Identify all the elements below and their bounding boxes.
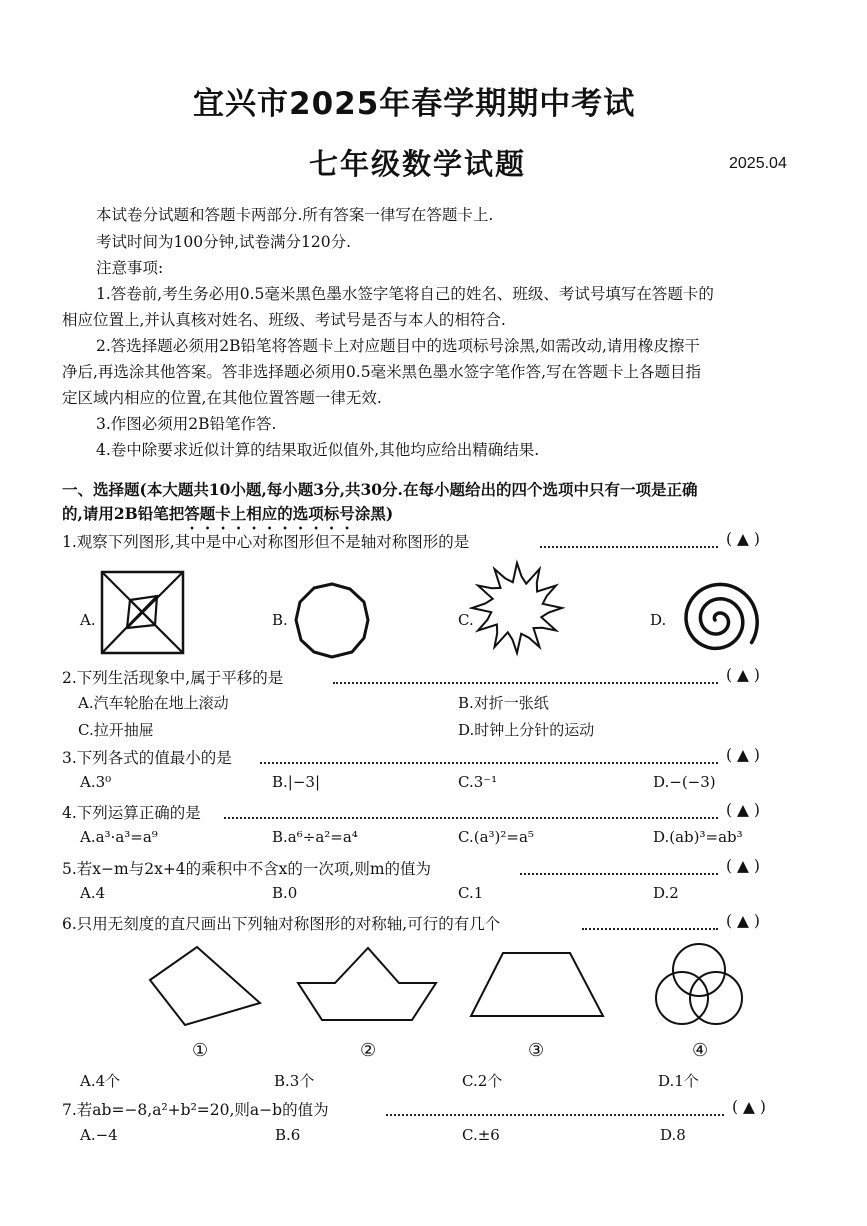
q6-option-a[interactable]: A.4个 [80, 1072, 121, 1090]
q2-option-a[interactable]: A.汽车轮胎在地上滚动 [78, 694, 229, 712]
q6-figure-label-3: ③ [528, 1040, 545, 1061]
triquetra-figure [652, 940, 747, 1030]
q5-option-c[interactable]: C.1 [458, 884, 484, 902]
q4-option-b[interactable]: B.a⁶÷a²=a⁴ [272, 828, 358, 846]
q5-option-a[interactable]: A.4 [80, 884, 106, 902]
q3-option-d[interactable]: D.−(−3) [653, 773, 716, 791]
q6-stem: 6.只用无刻度的直尺画出下列轴对称图形的对称轴,可行的有几个 [62, 915, 501, 933]
intro-line-2: 考试时间为100分钟,试卷满分120分. [96, 233, 352, 251]
q3-stem: 3.下列各式的值最小的是 [62, 749, 232, 767]
q1-leader [540, 546, 718, 548]
spiral-figure [672, 580, 757, 660]
q5-option-b[interactable]: B.0 [272, 884, 298, 902]
exam-subtitle: 七年级数学试题 [309, 147, 527, 181]
q2-stem: 2.下列生活现象中,属于平移的是 [62, 669, 284, 687]
q6-option-d[interactable]: D.1个 [658, 1072, 699, 1090]
q1-option-c[interactable]: C. [458, 611, 474, 629]
exam-title: 宜兴市2025年春学期期中考试 [193, 86, 636, 122]
q7-stem: 7.若ab=−8,a²+b²=20,则a−b的值为 [62, 1101, 329, 1119]
q7-option-d[interactable]: D.8 [660, 1126, 686, 1144]
q7-option-c[interactable]: C.±6 [462, 1126, 500, 1144]
q1-option-a[interactable]: A. [80, 611, 96, 629]
q4-answer-slot[interactable]: ( ▲ ) [726, 801, 760, 819]
q4-option-d[interactable]: D.(ab)³=ab³ [653, 828, 743, 846]
q6-leader [582, 928, 718, 930]
q3-option-c[interactable]: C.3⁻¹ [458, 773, 498, 791]
notice-2b: 净后,再选涂其他答案。答非选择题必须用0.5毫米黑色墨水签字笔作答,写在答题卡上各题目指 [62, 363, 702, 381]
q7-option-a[interactable]: A.−4 [80, 1126, 118, 1144]
q4-stem: 4.下列运算正确的是 [62, 804, 201, 822]
pinwheel-square-figure [100, 570, 185, 655]
q4-leader [224, 817, 718, 819]
q3-option-b[interactable]: B.|−3| [272, 773, 321, 791]
q1-option-b[interactable]: B. [272, 611, 288, 629]
q5-stem: 5.若x−m与2x+4的乘积中不含x的一次项,则m的值为 [62, 860, 432, 878]
section-heading-2b: 答题卡上相应的选项标号 [184, 504, 355, 523]
q2-option-b[interactable]: B.对折一张纸 [458, 694, 549, 712]
section-heading-line-2 [62, 502, 393, 533]
notice-heading: 注意事项: [96, 259, 164, 277]
section-heading-2c: 涂黑) [354, 504, 394, 523]
section-heading-2a: 的,请用2B铅笔把 [62, 504, 185, 523]
q5-leader [520, 873, 718, 875]
q6-figure-label-2: ② [360, 1040, 377, 1061]
q6-option-c[interactable]: C.2个 [462, 1072, 503, 1090]
q4-option-a[interactable]: A.a³·a³=a⁹ [80, 828, 158, 846]
q5-option-d[interactable]: D.2 [653, 884, 679, 902]
gear-star-figure [472, 558, 562, 658]
q6-answer-slot[interactable]: ( ▲ ) [726, 912, 760, 930]
q2-leader [333, 682, 718, 684]
q6-figure-label-4: ④ [692, 1040, 709, 1061]
exam-date: 2025.04 [729, 155, 787, 172]
q7-answer-slot[interactable]: ( ▲ ) [732, 1098, 766, 1116]
notice-1a: 1.答卷前,考生务必用0.5毫米黑色墨水签字笔将自己的姓名、班级、考试号填写在答题卡的 [96, 285, 714, 303]
q7-option-b[interactable]: B.6 [275, 1126, 301, 1144]
q4-option-c[interactable]: C.(a³)²=a⁵ [458, 828, 534, 846]
q5-answer-slot[interactable]: ( ▲ ) [726, 857, 760, 875]
section-heading-line-1: 一、选择题(本大题共10小题,每小题3分,共30分.在每小题给出的四个选项中只有一项是正确 [62, 480, 698, 499]
q1-answer-slot[interactable]: ( ▲ ) [726, 530, 760, 548]
q1-option-d[interactable]: D. [650, 611, 667, 629]
notice-3: 3.作图必须用2B铅笔作答. [96, 415, 277, 433]
q6-figure-label-1: ① [192, 1040, 209, 1061]
q2-option-d[interactable]: D.时钟上分针的运动 [458, 721, 595, 739]
kite-figure [145, 945, 265, 1030]
q1-stem: 1.观察下列图形,其中是中心对称图形但不是轴对称图形的是 [62, 533, 470, 551]
q7-leader [386, 1114, 724, 1116]
notice-4: 4.卷中除要求近似计算的结果取近似值外,其他均应给出精确结果. [96, 441, 540, 459]
trapezoid-figure [468, 950, 608, 1020]
q2-answer-slot[interactable]: ( ▲ ) [726, 666, 760, 684]
q3-option-a[interactable]: A.3⁰ [80, 773, 112, 791]
q3-leader [260, 762, 718, 764]
q2-option-c[interactable]: C.拉开抽屉 [78, 721, 154, 739]
q6-option-b[interactable]: B.3个 [274, 1072, 315, 1090]
intro-line-1: 本试卷分试题和答题卡两部分.所有答案一律写在答题卡上. [96, 206, 494, 224]
notice-2a: 2.答选择题必须用2B铅笔将答题卡上对应题目中的选项标号涂黑,如需改动,请用橡皮擦干 [96, 337, 700, 355]
boat-figure [295, 945, 440, 1025]
q3-answer-slot[interactable]: ( ▲ ) [726, 746, 760, 764]
irregular-circle-figure [292, 580, 372, 660]
notice-2c: 定区域内相应的位置,在其他位置答题一律无效. [62, 389, 382, 407]
notice-1b: 相应位置上,并认真核对姓名、班级、考试号是否与本人的相符合. [62, 311, 506, 329]
